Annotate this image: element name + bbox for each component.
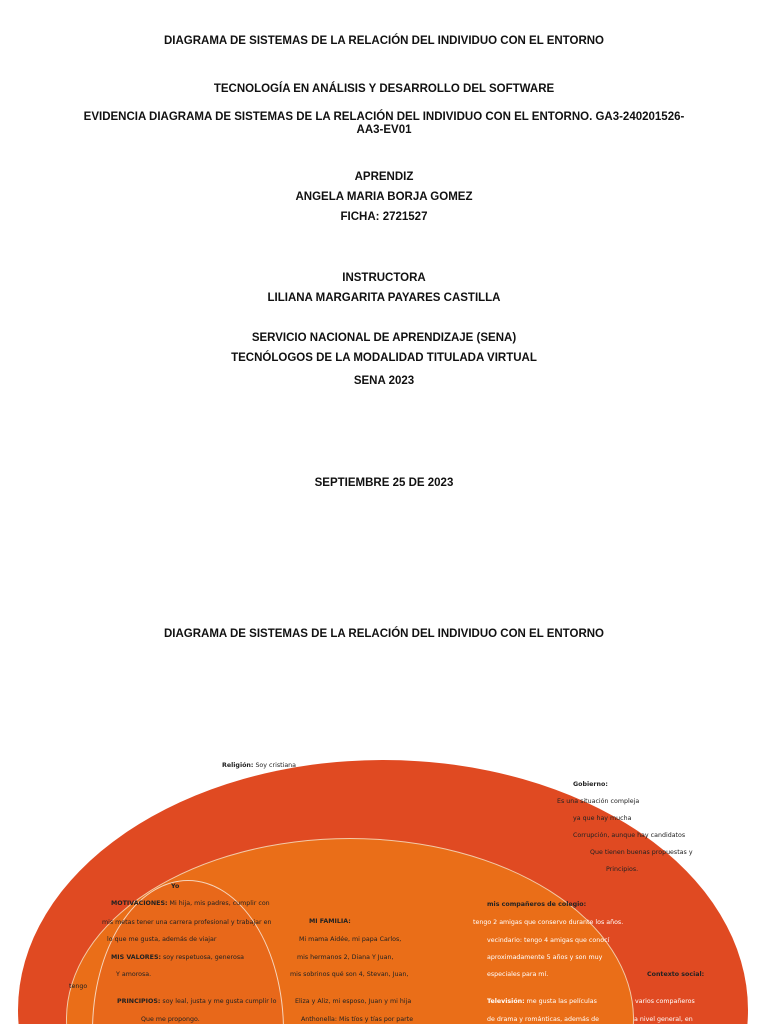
- familia-line: Anthonella: Mis tíos y tías por parte: [301, 1016, 414, 1023]
- cover-title: DIAGRAMA DE SISTEMAS DE LA RELACIÓN DEL INDIVIDUO CON EL ENTORNO: [163, 35, 604, 47]
- yo-label: Yo: [171, 883, 180, 890]
- companeros-line: aproximadamente 5 años y son muy: [487, 954, 603, 961]
- date: SEPTIEMBRE 25 DE 2023: [314, 477, 454, 489]
- tengo-text: tengo: [69, 983, 88, 990]
- apprentice-name: ANGELA MARIA BORJA GOMEZ: [295, 191, 473, 203]
- institution: SERVICIO NACIONAL DE APRENDIZAJE (SENA): [251, 332, 517, 344]
- evidence-line-2: AA3-EV01: [356, 124, 412, 136]
- religion-text: Religión: Soy cristiana: [222, 762, 297, 769]
- instructor-name: LILIANA MARGARITA PAYARES CASTILLA: [267, 292, 501, 304]
- evidence-line-1: EVIDENCIA DIAGRAMA DE SISTEMAS DE LA RELACIÓN DEL INDIVIDUO CON EL ENTORNO. GA3-240201526-: [83, 111, 685, 123]
- principios-text: PRINCIPIOS: soy leal, justa y me gusta cumplir lo: [117, 998, 277, 1005]
- gobierno-label: Gobierno:: [573, 781, 608, 788]
- modality: TECNÓLOGOS DE LA MODALIDAD TITULADA VIRTUAL: [231, 352, 537, 364]
- motivaciones-line-3: lo que me gusta, además de viajar: [107, 936, 217, 943]
- apprentice-label: APRENDIZ: [354, 171, 414, 183]
- valores-text: MIS VALORES: soy respetuosa, generosa: [111, 954, 244, 961]
- companeros-line: tengo 2 amigas que conservo durante los años.: [473, 919, 624, 926]
- year: SENA 2023: [353, 375, 415, 387]
- familia-line: Eliza y Aliz, mi esposo, Juan y mi hija: [295, 998, 412, 1005]
- companeros-label: mis compañeros de colegio:: [487, 901, 587, 908]
- instructor-label: INSTRUCTORA: [342, 272, 426, 284]
- companeros-line: vecindario: tengo 4 amigas que conocí: [487, 937, 610, 944]
- contexto-label: Contexto social:: [647, 971, 705, 978]
- companeros-line: especiales para mí.: [487, 971, 549, 978]
- diagram-title: DIAGRAMA DE SISTEMAS DE LA RELACIÓN DEL INDIVIDUO CON EL ENTORNO: [163, 628, 604, 640]
- gobierno-line: Que tienen buenas propuestas y: [590, 849, 693, 856]
- contexto-line: varios compañeros: [635, 998, 695, 1005]
- ficha: FICHA: 2721527: [340, 211, 428, 223]
- gobierno-line: Corrupción, aunque hay candidatos: [573, 832, 686, 839]
- valores-line-2: Y amorosa.: [116, 971, 152, 978]
- motivaciones-line-2: mis metas tener una carrera profesional y trabajar en: [102, 919, 272, 926]
- program-name: TECNOLOGÍA EN ANÁLISIS Y DESARROLLO DEL SOFTWARE: [213, 83, 555, 95]
- television-line-2: de drama y románticas, además de: [487, 1016, 600, 1023]
- television-text: Televisión: me gusta las películas: [487, 998, 597, 1005]
- gobierno-line: ya que hay mucha: [573, 815, 632, 822]
- systems-diagram: [0, 730, 768, 1024]
- familia-line: Mi mama Aidée, mi papa Carlos,: [299, 936, 402, 943]
- familia-line: mis hermanos 2, Diana Y Juan,: [297, 954, 394, 961]
- gobierno-line: Es una situación compleja: [557, 798, 640, 805]
- familia-label: MI FAMILIA:: [309, 918, 351, 925]
- contexto-line: a nivel general, en: [634, 1016, 693, 1023]
- familia-line: mis sobrinos qué son 4, Stevan, Juan,: [290, 971, 409, 978]
- gobierno-line: Principios.: [606, 866, 639, 873]
- principios-line-2: Que me propongo.: [141, 1016, 200, 1023]
- motivaciones-text: MOTIVACIONES: Mi hija, mis padres, cumplir con: [111, 900, 270, 907]
